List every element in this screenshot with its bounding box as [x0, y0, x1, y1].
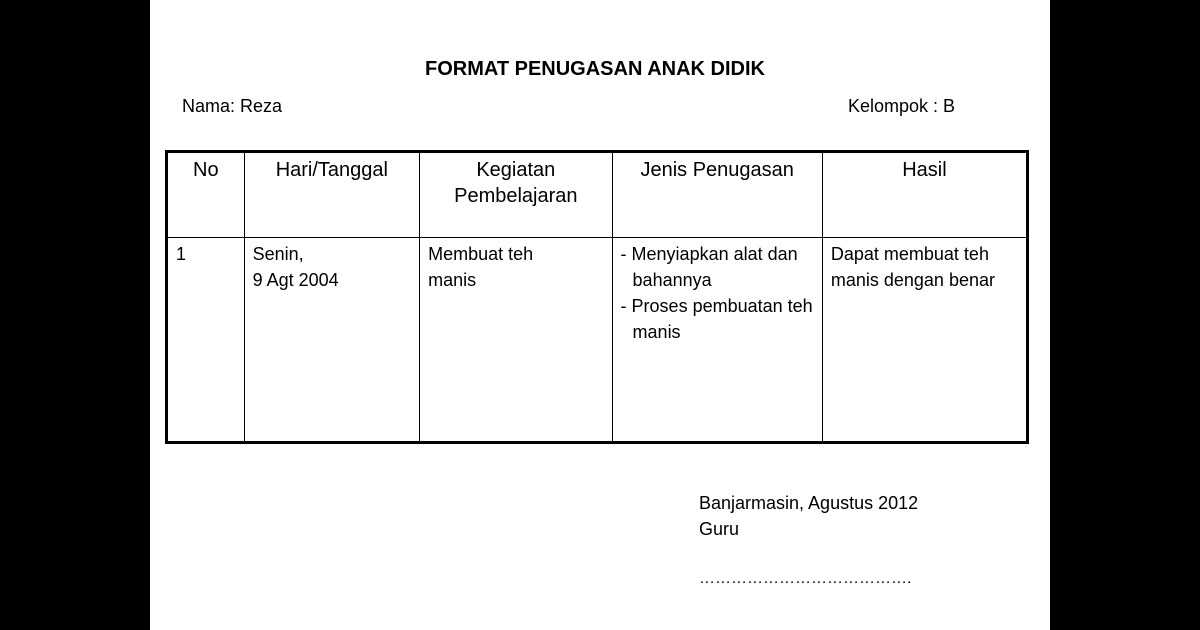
group-label: Kelompok : B: [848, 96, 956, 116]
table-row: [167, 238, 1028, 443]
penugasan-item-2: - Proses pembuatan teh manis: [620, 296, 813, 342]
cell-no: 1: [167, 238, 245, 443]
document-title: FORMAT PENUGASAN ANAK DIDIK: [425, 58, 765, 80]
assignment-table: [165, 150, 1029, 444]
student-name: Nama: Reza: [182, 96, 283, 116]
header-kegiatan-line2: Pembelajaran: [454, 185, 578, 207]
header-no: No: [167, 152, 245, 238]
header-jenis-penugasan: Jenis Penugasan: [612, 152, 822, 238]
cell-kegiatan: [420, 238, 612, 443]
penugasan-item-1: - Menyiapkan alat dan bahannya: [620, 244, 798, 290]
cell-tanggal-day: Senin,: [252, 244, 304, 264]
cell-tanggal-date: 9 Agt 2004: [252, 270, 339, 290]
signature-line: ………………………………….: [699, 570, 912, 587]
place-date: Banjarmasin, Agustus 2012: [699, 493, 919, 513]
header-kegiatan: [420, 152, 612, 238]
table-header-row: [167, 152, 1028, 238]
cell-hasil-line1: Dapat membuat teh: [830, 244, 989, 264]
cell-hasil-line2: manis dengan benar: [830, 270, 995, 290]
header-hari-tanggal: Hari/Tanggal: [244, 152, 420, 238]
header-kegiatan-line1: Kegiatan: [476, 159, 556, 181]
signer-role: Guru: [699, 519, 740, 539]
signature-block: [699, 490, 918, 542]
cell-hasil: [822, 238, 1027, 443]
cell-kegiatan-line2: manis: [428, 270, 477, 290]
header-hasil: Hasil: [822, 152, 1027, 238]
cell-tanggal: [244, 238, 420, 443]
cell-kegiatan-line1: Membuat teh: [428, 244, 534, 264]
cell-penugasan: [612, 238, 822, 443]
document-slide: [150, 0, 1050, 630]
